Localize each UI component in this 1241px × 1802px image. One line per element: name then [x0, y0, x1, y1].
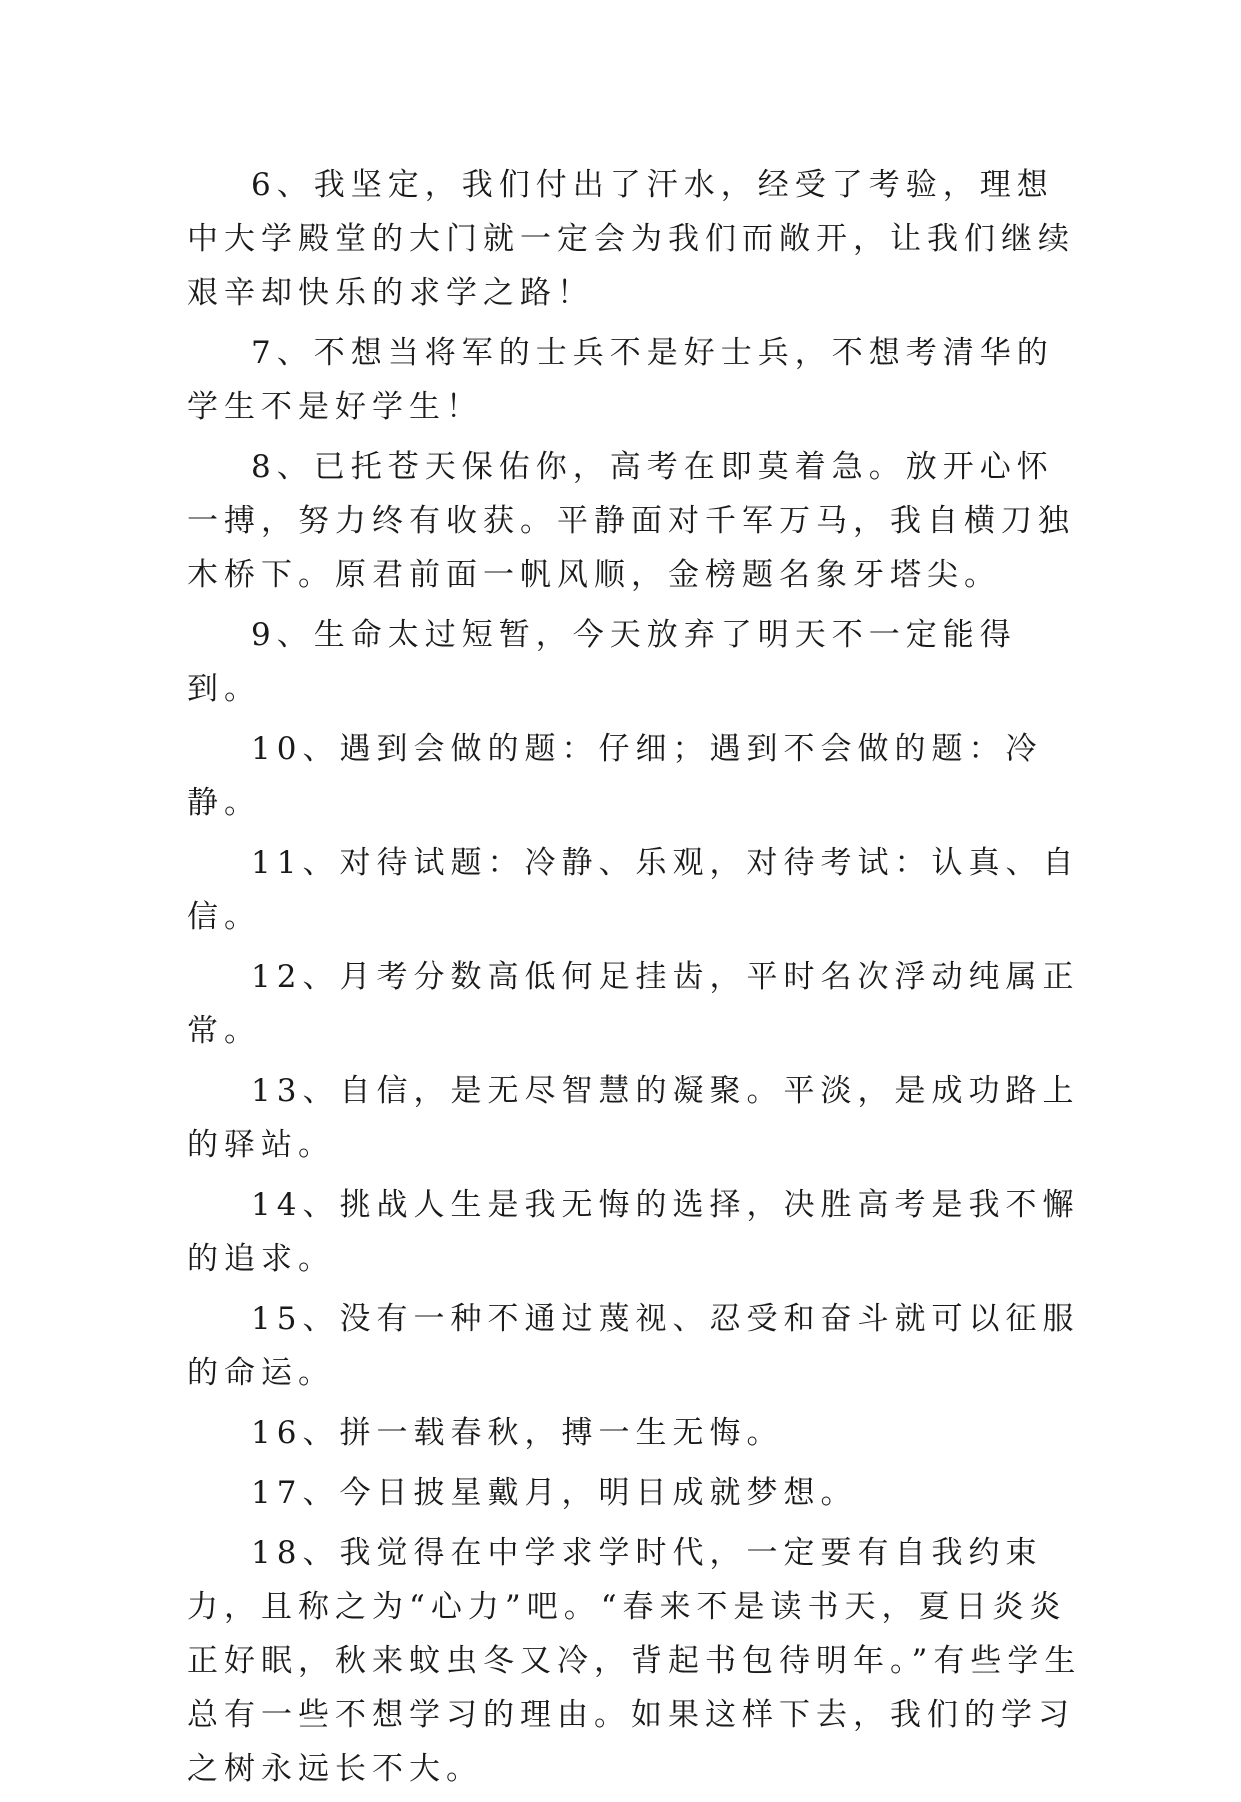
paragraph-13: 13、自信，是无尽智慧的凝聚。平淡，是成功路上的驿站。	[187, 1073, 1080, 1163]
paragraph-10: 10、遇到会做的题：仔细；遇到不会做的题：冷静。	[187, 731, 1043, 821]
paragraph-16: 16、拼一载春秋，搏一生无悔。	[251, 1415, 784, 1451]
paragraph-8: 8、已托苍天保佑你，高考在即莫着急。放开心怀一搏，努力终有收获。平静面对千军万马，我自横刀独木桥下。原君前面一帆风顺，金榜题名象牙塔尖。	[187, 449, 1075, 593]
paragraph-14: 14、挑战人生是我无悔的选择，决胜高考是我不懈的追求。	[187, 1187, 1080, 1277]
paragraph-11: 11、对待试题：冷静、乐观，对待考试：认真、自信。	[187, 845, 1080, 935]
paragraph-12: 12、月考分数高低何足挂齿，平时名次浮动纯属正常。	[187, 959, 1080, 1049]
paragraph-17: 17、今日披星戴月，明日成就梦想。	[251, 1475, 858, 1511]
paragraph-7: 7、不想当将军的士兵不是好士兵，不想考清华的学生不是好学生！	[187, 335, 1054, 425]
paragraph-6: 6、我坚定，我们付出了汗水，经受了考验，理想中大学殿堂的大门就一定会为我们而敞开，让我们继续艰辛却快乐的求学之路！	[187, 167, 1075, 311]
paragraph-15: 15、没有一种不通过蔑视、忍受和奋斗就可以征服的命运。	[187, 1301, 1080, 1391]
paragraph-18: 18、我觉得在中学求学时代，一定要有自我约束力，且称之为“心力”吧。“春来不是读书天，夏日炎炎正好眠，秋来蚊虫冬又冷，背起书包待明年。”有些学生总有一些不想学习的理由。如果这样下去，我们的学习之树永远长不大。	[187, 1535, 1082, 1787]
paragraph-9: 9、生命太过短暂，今天放弃了明天不一定能得到。	[187, 617, 1017, 707]
document-body	[187, 158, 1087, 1802]
